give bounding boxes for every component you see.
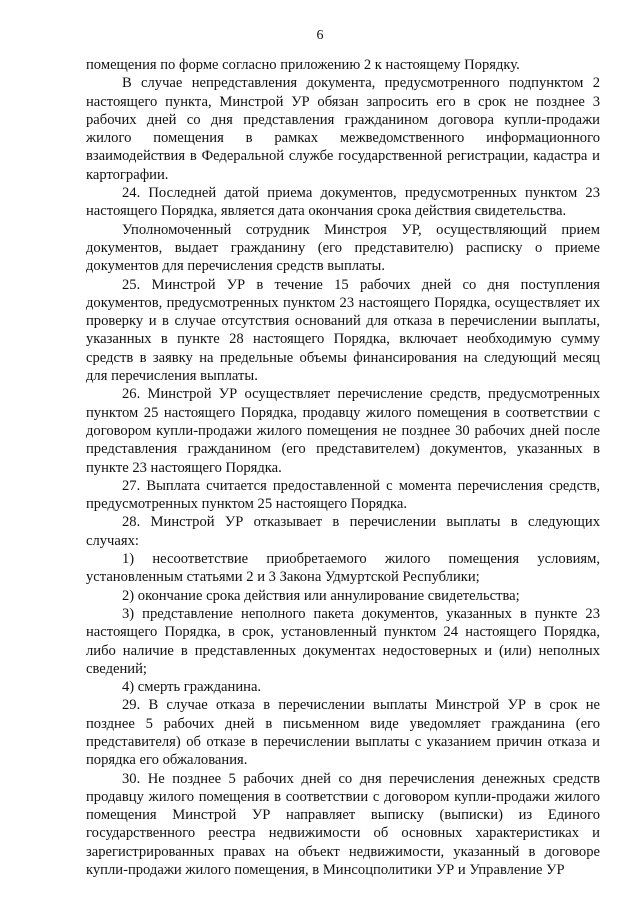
paragraph-item-28-4: 4) смерть гражданина.: [122, 679, 262, 696]
paragraph-item-28-3: 3) представление неполного пакета документов, указанных в пункте 23 настоящего Порядка, в срок, установленный пунктом 24 настоящего Порядка, либо наличие в представленных документах недостоверных и (или) неполных сведений;: [86, 605, 600, 677]
paragraph-item-29: 29. В случае отказа в перечислении выплаты Минстрой УР в срок не позднее 5 рабочих дней в письменном виде уведомляет гражданина (его представителя) об отказе в перечислении выплаты с указанием причин отказа и порядка его обжалования.: [86, 697, 600, 769]
paragraph-item-25: 25. Минстрой УР в течение 15 рабочих дней со дня поступления документов, предусмотренных пунктом 23 настоящего Порядка, осуществляет их проверку и в случае отсутствия оснований для отказа в перечислении выплаты, указанных в пункте 28 настоящего Порядка, включает необходимую сумму средств в заявку на предельные объемы финансирования на следующий месяц для перечисления выплаты.: [86, 276, 600, 385]
document-body: [86, 56, 600, 879]
paragraph-item-30: 30. Не позднее 5 рабочих дней со дня перечисления денежных средств продавцу жилого помещения в соответствии с договором купли-продажи жилого помещения Минстрой УР направляет выписку (выписки) из Единого государственного реестра недвижимости об основных характеристиках и зарегистрированных правах на объект недвижимости, указанный в договоре купли-продажи жилого помещения, в Минсоцполитики УР и Управление УР: [86, 770, 600, 879]
page-number: 6: [316, 28, 324, 43]
paragraph-item-28-1: 1) несоответствие приобретаемого жилого помещения условиям, установленным статьями 2 и 3 Закона Удмуртской Республики;: [86, 551, 600, 586]
paragraph-receipt: Уполномоченный сотрудник Минстроя УР, осуществляющий прием документов, выдает гражданину (его представителю) расписку о приеме документов для перечисления средств выплаты.: [86, 221, 600, 275]
paragraph-request-document: В случае непредставления документа, предусмотренного подпунктом 2 настоящего пункта, Минстрой УР обязан запросить его в срок не позднее 3 рабочих дней со дня представления гражданином договора купли-продажи жилого помещения в рамках межведомственного информационного взаимодействия в Федеральной службе государственной регистрации, кадастра и картографии.: [86, 75, 600, 183]
paragraph-item-27: 27. Выплата считается предоставленной с момента перечисления средств, предусмотренных пунктом 25 настоящего Порядка.: [86, 477, 600, 513]
paragraph-item-28-2: 2) окончание срока действия или аннулирование свидетельства;: [122, 587, 520, 604]
paragraph-continuation: помещения по форме согласно приложению 2 к настоящему Порядку.: [86, 57, 520, 73]
paragraph-item-24: 24. Последней датой приема документов, предусмотренных пунктом 23 настоящего Порядка, является дата окончания срока действия свидетельства.: [86, 185, 600, 220]
paragraph-item-26: 26. Минстрой УР осуществляет перечисление средств, предусмотренных пунктом 25 настоящего Порядка, продавцу жилого помещения в соответствии с договором купли-продажи жилого помещения не позднее 30 рабочих дней после представления гражданином (его представителем) документов, указанных в пункте 23 настоящего Порядка.: [86, 386, 600, 476]
paragraph-item-28: 28. Минстрой УР отказывает в перечислении выплаты в следующих случаях:: [86, 514, 600, 549]
